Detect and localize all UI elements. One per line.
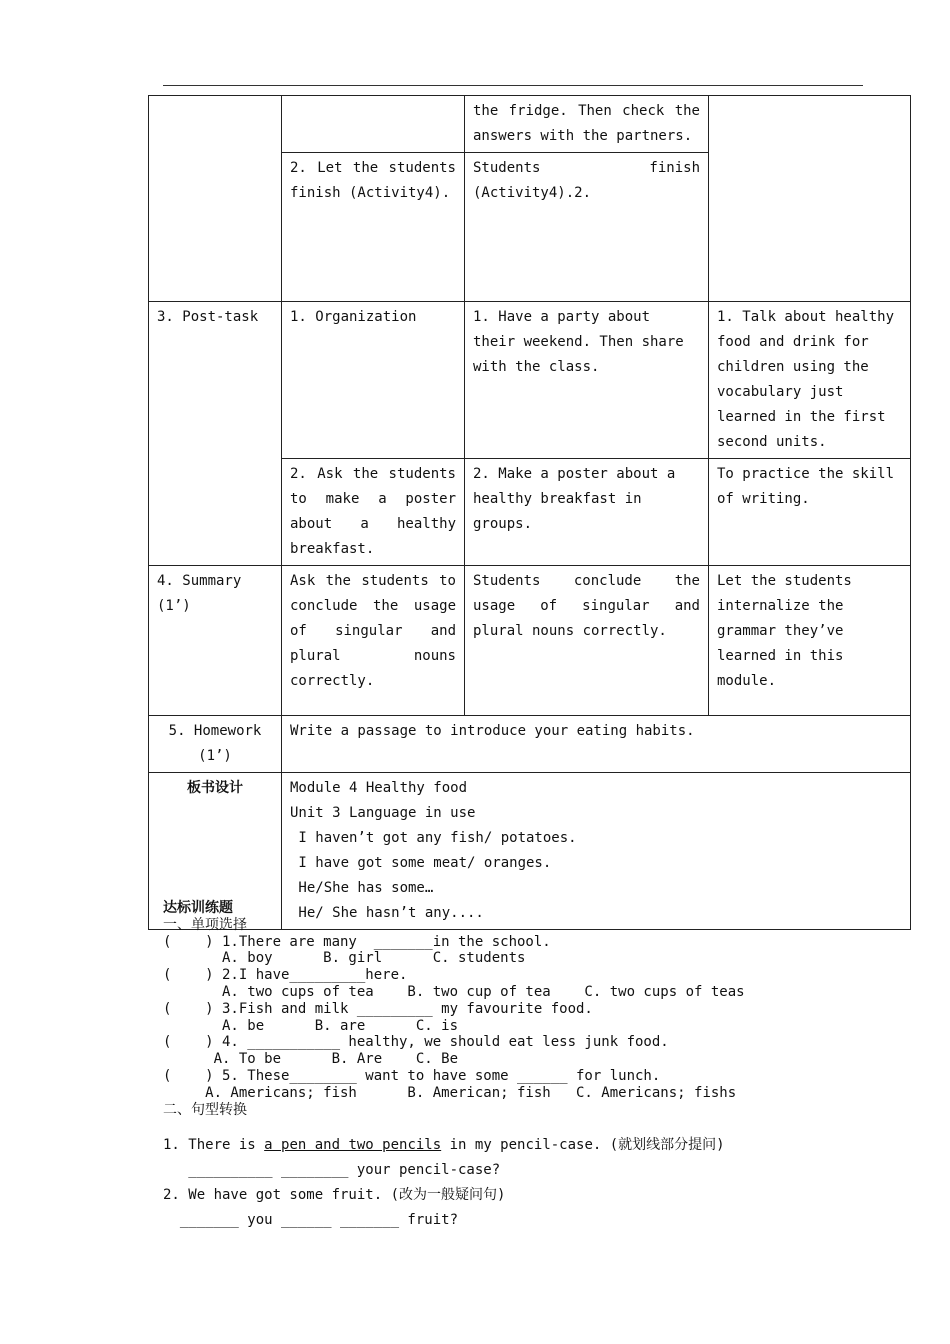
underlined-text: a pen and two pencils: [264, 1137, 442, 1153]
question-options: A. boy B. girl C. students: [163, 950, 526, 967]
board-line: Module 4 Healthy food: [290, 780, 468, 796]
students-cell: the fridge. Then check the answers with the partners.: [465, 96, 709, 153]
lesson-plan-table: [148, 95, 911, 930]
stage-cell: 3. Post-task: [149, 302, 282, 566]
header-rule: [163, 85, 863, 86]
exercises-section: [163, 900, 863, 1118]
board-design-label: 板书设计: [149, 773, 282, 930]
teacher-cell: 2. Ask the students to make a poster about a healthy breakfast.: [282, 459, 465, 566]
question-options: A. be B. are C. is: [163, 1017, 459, 1034]
table-row: [149, 716, 911, 773]
board-line: Unit 3 Language in use: [290, 805, 476, 821]
board-line: I have got some meat/ oranges.: [290, 855, 552, 871]
students-cell: Students finish (Activity4).2.: [465, 153, 709, 302]
question-text: 1. There is: [163, 1137, 265, 1153]
teacher-cell: [282, 96, 465, 153]
question-stem: ( ) 3.Fish and milk _________ my favourite food.: [163, 1000, 593, 1017]
board-line: He/She has some…: [290, 880, 434, 896]
homework-cell: Write a passage to introduce your eating habits.: [282, 716, 911, 773]
purpose-cell: [709, 96, 911, 302]
stage-cell: 5. Homework (1’): [149, 716, 282, 773]
question-text: in my pencil-case. (就划线部分提问): [441, 1137, 725, 1153]
sentence-transform-section: [163, 1133, 883, 1233]
answer-blank-line: _______ you ______ _______ fruit?: [163, 1212, 459, 1228]
purpose-cell: Let the students internalize the grammar they’ve learned in this module.: [709, 566, 911, 716]
question-stem: ( ) 2.I have_________here.: [163, 967, 408, 984]
question-options: A. two cups of tea B. two cup of tea C. two cups of teas: [163, 983, 745, 1000]
question-options: A. To be B. Are C. Be: [163, 1051, 459, 1068]
section-title: 二、句型转换: [163, 1101, 247, 1118]
answer-blank-line: __________ ________ your pencil-case?: [163, 1162, 501, 1178]
question-options: A. Americans; fish B. American; fish C. Americans; fishs: [163, 1084, 737, 1101]
question-stem: ( ) 5. These________ want to have some ______ for lunch.: [163, 1067, 661, 1084]
students-cell: Students conclude the usage of singular and plural nouns correctly.: [465, 566, 709, 716]
transform-question: [163, 1133, 883, 1158]
question-stem: ( ) 1.There are many _______in the school.: [163, 933, 551, 950]
teacher-cell: Ask the students to conclude the usage of singular and plural nouns correctly.: [282, 566, 465, 716]
board-line: I haven’t got any fish/ potatoes.: [290, 830, 577, 846]
question-text: 2. We have got some fruit. (改为一般疑问句): [163, 1187, 506, 1203]
stage-cell: [149, 96, 282, 302]
stage-cell: 4. Summary (1’): [149, 566, 282, 716]
table-row: [149, 566, 911, 716]
board-line: He/ She hasn’t any....: [290, 905, 484, 921]
teacher-cell: 1. Organization: [282, 302, 465, 459]
section-title: 一、单项选择: [163, 916, 247, 933]
table-row: [149, 302, 911, 459]
students-cell: 1. Have a party about their weekend. Then share with the class.: [465, 302, 709, 459]
teacher-cell: 2. Let the students finish (Activity4).: [282, 153, 465, 302]
transform-question: [163, 1183, 883, 1208]
students-cell: 2. Make a poster about a healthy breakfast in groups.: [465, 459, 709, 566]
table-row: [149, 96, 911, 153]
purpose-cell: 1. Talk about healthy food and drink for children using the vocabulary just learned in the first second units.: [709, 302, 911, 459]
exercises-title: 达标训练题: [163, 900, 233, 916]
purpose-cell: To practice the skill of writing.: [709, 459, 911, 566]
question-stem: ( ) 4. ___________ healthy, we should eat less junk food.: [163, 1034, 669, 1051]
